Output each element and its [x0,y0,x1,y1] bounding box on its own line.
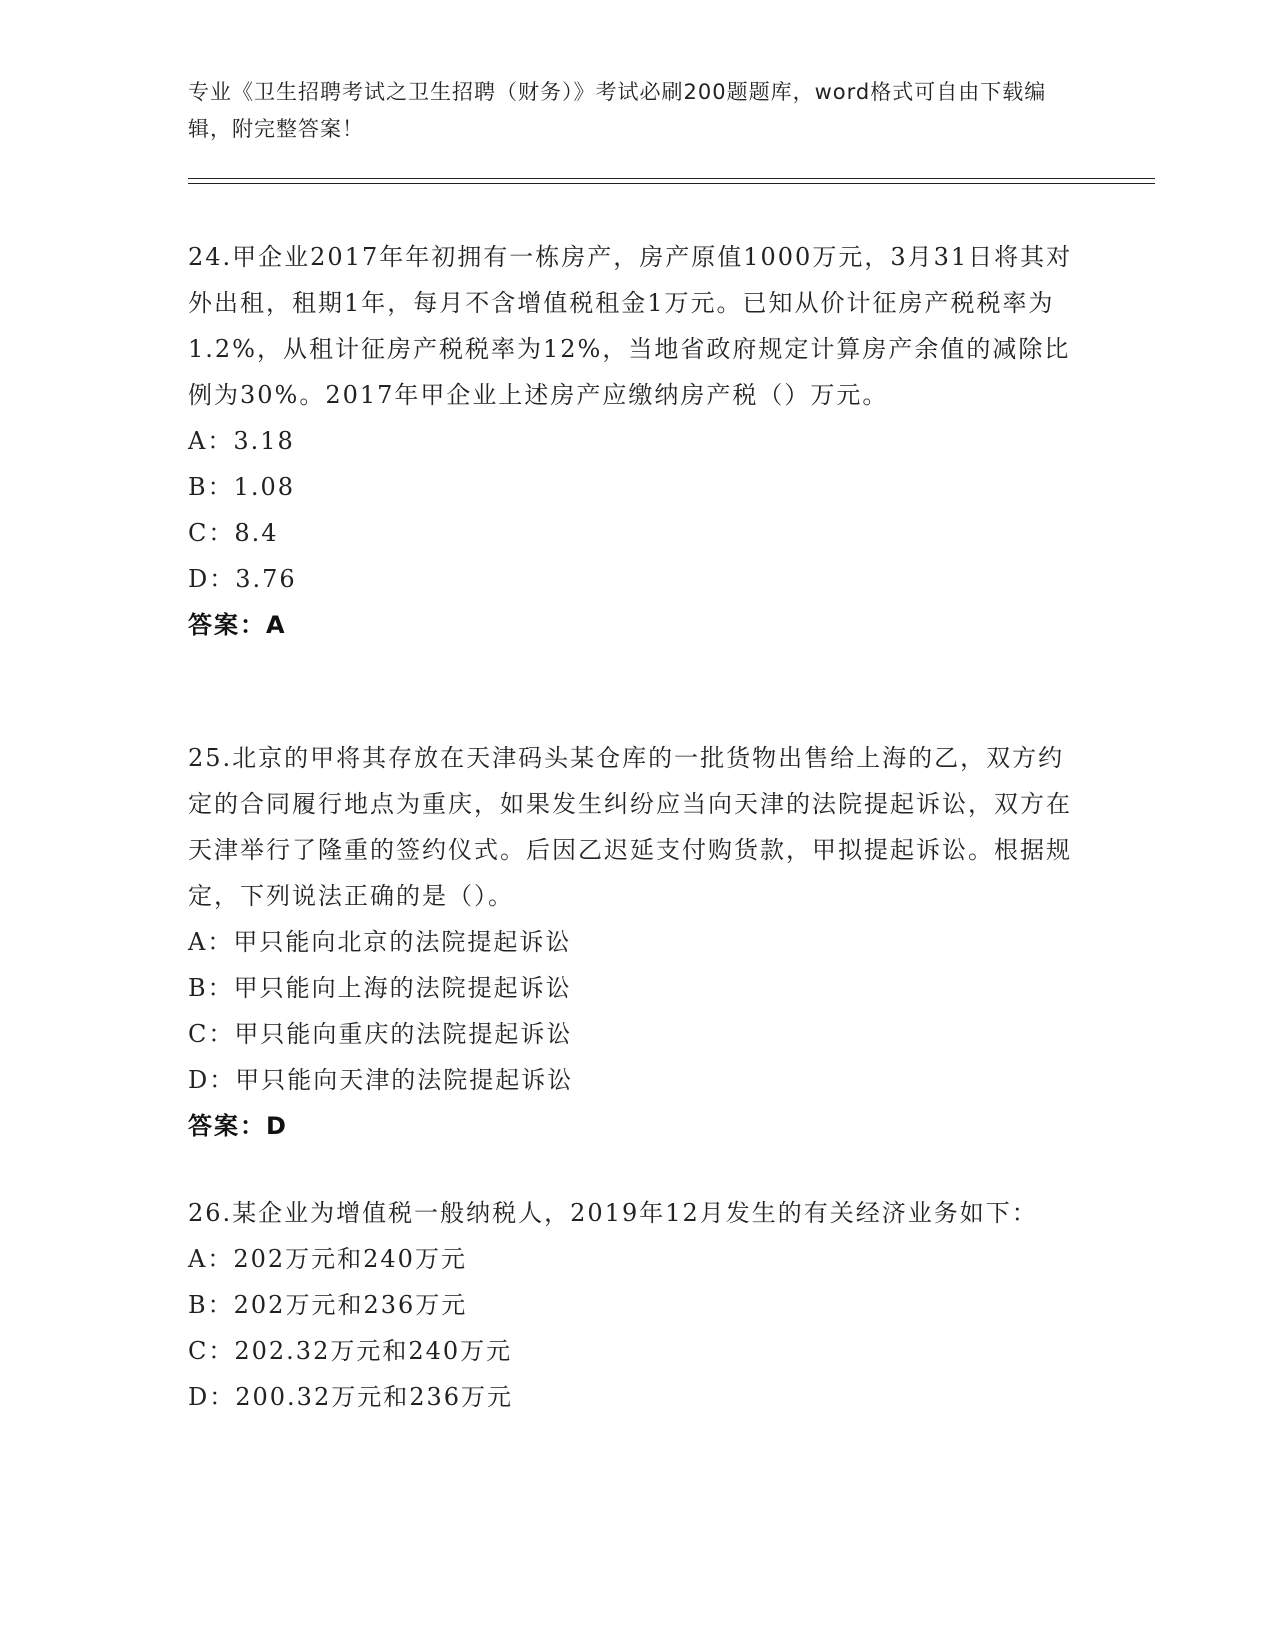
question-stem: 24.甲企业2017年年初拥有一栋房产，房产原值1000万元，3月31日将其对外出租，租期1年，每月不含增值税租金1万元。已知从价计征房产税税率为1.2%，从租计征房产税税率为12%，当地省政府规定计算房产余值的减除比例为30%。2017年甲企业上述房产应缴纳房产税（）万元。 [188,243,1073,409]
question-stem: 26.某企业为增值税一般纳税人，2019年12月发生的有关经济业务如下： [188,1199,1038,1227]
option-a: A：202万元和240万元 [188,1245,467,1273]
question-26 [188,1190,1088,1420]
question-stem: 25.北京的甲将其存放在天津码头某仓库的一批货物出售给上海的乙，双方约定的合同履行地点为重庆，如果发生纠纷应当向天津的法院提起诉讼，双方在天津举行了隆重的签约仪式。后因乙迟延支付购货款，甲拟提起诉讼。根据规定，下列说法正确的是（）。 [188,744,1072,910]
header-divider-bottom [188,183,1155,184]
question-24 [188,234,1088,648]
option-a: A：3.18 [188,427,295,455]
option-b: B：1.08 [188,473,296,501]
header-divider-top [188,178,1155,179]
answer-label: 答案：A [188,611,287,639]
answer-label: 答案：D [188,1112,288,1140]
option-a: A：甲只能向北京的法院提起诉讼 [188,928,572,956]
option-c: C：甲只能向重庆的法院提起诉讼 [188,1020,573,1048]
option-d: D：200.32万元和236万元 [188,1383,514,1411]
option-d: D：3.76 [188,565,297,593]
page-header: 专业《卫生招聘考试之卫生招聘（财务）》考试必刷200题题库，word格式可自由下载编辑，附完整答案！ [188,80,1047,141]
option-c: C：202.32万元和240万元 [188,1337,513,1365]
option-b: B：202万元和236万元 [188,1291,468,1319]
option-b: B：甲只能向上海的法院提起诉讼 [188,974,572,1002]
option-d: D：甲只能向天津的法院提起诉讼 [188,1066,574,1094]
option-c: C：8.4 [188,519,279,547]
question-25 [188,735,1088,1149]
